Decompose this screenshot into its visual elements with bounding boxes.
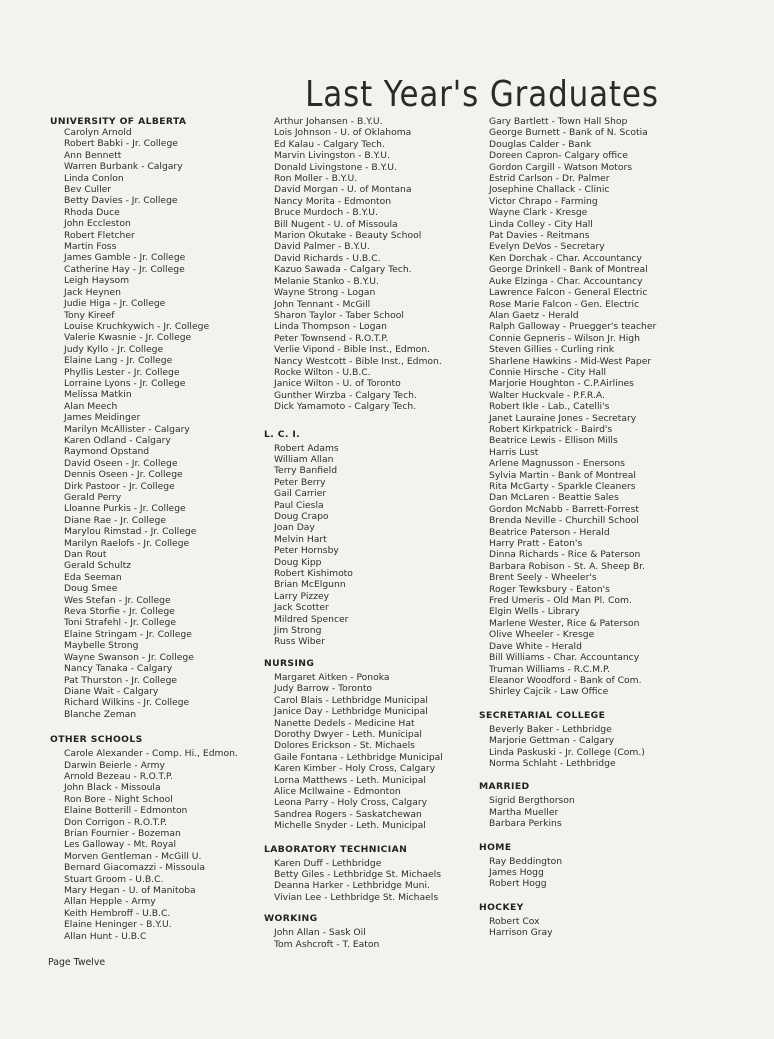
graduate-entry: Leigh Haysom [64, 275, 130, 287]
graduate-entry: Brian Fournier - Bozeman [64, 827, 181, 839]
graduate-entry: Reva Storfie - Jr. College [64, 606, 175, 618]
graduate-entry: George Burnett - Bank of N. Scotia [489, 127, 648, 139]
graduate-entry: Stuart Groom - U.B.C. [64, 873, 164, 885]
graduate-entry: Evelyn DeVos - Secretary [489, 241, 605, 253]
graduate-entry: John Black - Missoula [64, 782, 161, 794]
graduate-entry: David Palmer - B.Y.U. [274, 241, 370, 253]
heading-secretarial-college: SECRETARIAL COLLEGE [479, 709, 606, 721]
graduate-entry: James Hogg [489, 866, 544, 878]
graduate-entry: Toni Strafehl - Jr. College [64, 617, 176, 629]
graduate-entry: Bill Nugent - U. of Missoula [274, 218, 398, 230]
graduate-entry: Gordon Cargill - Watson Motors [489, 161, 633, 173]
graduate-entry: Doreen Capron- Calgary office [489, 150, 628, 162]
graduate-entry: Mary Hegan - U. of Manitoba [64, 885, 196, 896]
list-hockey [479, 916, 694, 939]
graduate-entry: Dick Yamamoto - Calgary Tech. [274, 401, 417, 413]
list-secretarial-college [479, 724, 694, 770]
graduate-entry: Walter Huckvale - P.F.R.A. [489, 389, 605, 401]
graduate-entry: Peter Berry [274, 476, 326, 488]
graduate-entry: Tom Ashcroft - T. Eaton [274, 938, 380, 950]
graduate-entry: Betty Giles - Lethbridge St. Michaels [274, 868, 442, 880]
graduate-entry: Brent Seely - Wheeler's [489, 572, 597, 584]
graduate-entry: Sharlene Hawkins - Mid-West Paper [489, 355, 652, 367]
graduate-entry: Robert Cox [489, 915, 540, 927]
graduate-entry: Arthur Johansen - B.Y.U. [274, 116, 383, 127]
graduate-entry: Ron Moller - B.Y.U. [274, 173, 358, 185]
graduate-entry: Steven Gillies - Curling rink [489, 344, 615, 356]
list-working [264, 927, 479, 950]
graduate-entry: Ralph Galloway - Pruegger's teacher [489, 321, 657, 333]
graduate-entry: Melanie Stanko - B.Y.U. [274, 275, 379, 287]
graduate-entry: Terry Banfield [274, 465, 338, 477]
graduate-entry: Lois Johnson - U. of Oklahoma [274, 127, 412, 139]
graduate-entry: Judie Higa - Jr. College [64, 298, 166, 310]
graduate-entry: Carolyn Arnold [64, 127, 132, 138]
graduate-entry: Bruce Murdoch - B.Y.U. [274, 207, 378, 219]
graduate-entry: Dennis Oseen - Jr. College [64, 469, 183, 481]
graduate-entry: Doug Kipp [274, 556, 322, 568]
graduate-entry: Ron Bore - Night School [64, 793, 173, 805]
graduate-entry: Jim Strong [274, 625, 322, 637]
graduate-entry: Pat Thurston - Jr. College [64, 674, 178, 686]
heading-university-of-alberta: UNIVERSITY OF ALBERTA [50, 116, 187, 127]
page-title: Last Year's Graduates [305, 74, 659, 115]
graduate-entry: Karen Kimber - Holy Cross, Calgary [274, 763, 436, 775]
graduate-entry: Harrison Gray [489, 927, 553, 939]
graduate-entry: Linda Thompson - Logan [274, 321, 387, 333]
graduate-entry: Marilyn Raelofs - Jr. College [64, 537, 190, 549]
graduate-entry: Warren Burbank - Calgary [64, 161, 183, 173]
graduate-entry: Dave White - Herald [489, 640, 582, 652]
graduate-entry: Barbara Perkins [489, 818, 562, 830]
graduate-entry: Betty Davies - Jr. College [64, 195, 178, 207]
graduate-entry: Shirley Cajcik - Law Office [489, 686, 609, 698]
graduate-entry: Rose Marie Falcon - Gen. Electric [489, 298, 640, 310]
graduate-entry: Dan Rout [64, 549, 107, 561]
graduate-entry: Allan Hepple - Army [64, 896, 156, 908]
graduate-entry: Gail Carrier [274, 488, 327, 500]
heading-nursing: NURSING [264, 657, 315, 669]
graduate-entry: Barbara Robison - St. A. Sheep Br. [489, 560, 645, 572]
graduate-entry: Raymond Opstand [64, 446, 150, 458]
graduate-entry: Maybelle Strong [64, 640, 139, 652]
graduate-entry: Beatrice Lewis - Ellison Mills [489, 435, 618, 447]
graduate-entry: Beatrice Paterson - Herald [489, 526, 610, 538]
heading-home: HOME [479, 841, 512, 853]
graduate-entry: David Richards - U.B.C. [274, 252, 381, 264]
graduate-entry: Victor Chrapo - Farming [489, 195, 598, 207]
graduate-entry: Alice McIlwaine - Edmonton [274, 785, 401, 797]
graduate-entry: Robert Fletcher [64, 229, 135, 241]
list-married [479, 795, 694, 829]
column-middle [264, 116, 479, 950]
graduate-entry: Doug Smee [64, 583, 118, 595]
graduate-entry: Karen Duff - Lethbridge [274, 857, 382, 869]
graduate-entry: Diane Wait - Calgary [64, 685, 159, 697]
graduate-entry: Rocke Wilton - U.B.C. [274, 366, 371, 378]
graduate-entry: Deanna Harker - Lethbridge Muni. [274, 880, 430, 892]
graduate-entry: David Oseen - Jr. College [64, 457, 178, 469]
graduate-entry: Nanette Dedels - Medicine Hat [274, 717, 415, 729]
graduate-entry: Roger Tewksbury - Eaton's [489, 583, 610, 595]
graduate-entry: Larry Pizzey [274, 590, 330, 602]
list-other-schools-continued [264, 116, 479, 413]
graduate-entry: Verlie Vipond - Bible Inst., Edmon. [274, 344, 431, 356]
graduate-entry: Elaine Botterill - Edmonton [64, 805, 188, 817]
graduate-entry: Elgin Wells - Library [489, 606, 580, 618]
graduate-entry: Keith Hembroff - U.B.C. [64, 907, 171, 919]
graduate-entry: Brenda Neville - Churchill School [489, 515, 639, 527]
graduate-entry: Gordon McNabb - Barrett-Forrest [489, 503, 639, 515]
graduate-entry: Carol Blais - Lethbridge Municipal [274, 694, 428, 706]
heading-other-schools: OTHER SCHOOLS [50, 734, 143, 746]
graduate-entry: George Drinkell - Bank of Montreal [489, 264, 648, 276]
graduate-entry: Tony Kireef [64, 309, 115, 321]
graduate-entry: Dan McLaren - Beattie Sales [489, 492, 619, 504]
graduate-entry: Arnold Bezeau - R.O.T.P. [64, 770, 173, 782]
graduate-entry: Janice Wilton - U. of Toronto [274, 378, 401, 390]
graduate-entry: Morven Gentleman - McGill U. [64, 850, 202, 862]
graduate-entry: Dinna Richards - Rice & Paterson [489, 549, 641, 561]
list-lci [264, 443, 479, 648]
list-home [479, 856, 694, 890]
graduate-entry: Pat Davies - Reitmans [489, 230, 590, 242]
graduate-entry: John Eccleston [64, 218, 131, 230]
graduate-entry: Nancy Tanaka - Calgary [64, 663, 173, 675]
graduate-entry: John Tennant - McGill [274, 298, 371, 310]
graduate-entry: James Gamble - Jr. College [64, 252, 186, 264]
graduate-entry: Martha Mueller [489, 806, 559, 818]
column-left [50, 116, 265, 942]
graduate-entry: Valerie Kwasnie - Jr. College [64, 332, 192, 344]
graduate-entry: Phyllis Lester - Jr. College [64, 366, 180, 378]
graduate-entry: Margaret Aitken - Ponoka [274, 671, 390, 683]
graduate-entry: Marjorie Houghton - C.P.Airlines [489, 378, 634, 390]
graduate-entry: Ken Dorchak - Char. Accountancy [489, 252, 642, 264]
column-right [479, 116, 694, 939]
heading-laboratory-technician: LABORATORY TECHNICIAN [264, 843, 408, 855]
graduate-entry: Doug Crapo [274, 511, 329, 522]
graduate-entry: Marilyn McAllister - Calgary [64, 423, 190, 435]
graduate-entry: Harris Lust [489, 446, 539, 458]
graduate-entry: Bernard Giacomazzi - Missoula [64, 862, 205, 874]
graduate-entry: Sharon Taylor - Taber School [274, 309, 404, 321]
graduate-entry: Robert Kirkpatrick - Baird's [489, 423, 613, 435]
graduate-entry: Marlene Wester, Rice & Paterson [489, 617, 640, 629]
graduate-entry: Blanche Zeman [64, 708, 137, 720]
graduate-entry: Peter Hornsby [274, 545, 339, 557]
graduate-entry: Linda Paskuski - Jr. College (Com.) [489, 746, 645, 758]
graduate-entry: Marvin Livingston - B.Y.U. [274, 150, 390, 162]
graduate-entry: Richard Wilkins - Jr. College [64, 697, 190, 709]
graduate-entry: William Allan [274, 453, 334, 465]
graduate-entry: Melissa Matkin [64, 389, 132, 401]
graduate-entry: Louise Kruchkywich - Jr. College [64, 320, 210, 332]
graduate-entry: Elaine Heninger - B.Y.U. [64, 919, 172, 931]
graduate-entry: Wes Stefan - Jr. College [64, 594, 171, 606]
graduate-entry: Robert Adams [274, 442, 339, 454]
graduate-entry: Nancy Morita - Edmonton [274, 195, 392, 207]
graduate-entry: Wayne Strong - Logan [274, 287, 376, 299]
graduate-entry: Dirk Pastoor - Jr. College [64, 480, 175, 492]
graduate-entry: Gaile Fontana - Lethbridge Municipal [274, 751, 443, 763]
graduate-entry: Marylou Rimstad - Jr. College [64, 526, 197, 538]
graduate-entry: Gary Bartlett - Town Hall Shop [489, 116, 628, 127]
graduate-entry: Judy Kyllo - Jr. College [64, 343, 164, 355]
graduate-entry: Gunther Wirzba - Calgary Tech. [274, 389, 417, 401]
graduate-entry: James Meidinger [64, 412, 141, 424]
graduate-entry: Paul Ciesla [274, 499, 324, 511]
graduate-entry: Elaine Stringam - Jr. College [64, 628, 192, 640]
graduate-entry: Carole Alexander - Comp. Hi., Edmon. [64, 748, 238, 760]
graduate-entry: Marjorie Gettman - Calgary [489, 735, 615, 747]
graduate-entry: Fred Umeris - Old Man Pl. Com. [489, 595, 632, 607]
graduate-entry: Harry Pratt - Eaton's [489, 538, 583, 550]
graduate-entry: Lawrence Falcon - General Electric [489, 287, 648, 299]
graduate-entry: Darwin Beierle - Army [64, 759, 165, 771]
graduate-entry: Jack Scotter [274, 602, 329, 614]
graduate-entry: Sigrid Bergthorson [489, 795, 575, 807]
heading-hockey: HOCKEY [479, 901, 524, 913]
graduate-entry: Rhoda Duce [64, 206, 120, 218]
list-university-of-alberta [50, 127, 265, 720]
graduate-entry: Ed Kalau - Calgary Tech. [274, 138, 385, 150]
graduate-entry: Wayne Swanson - Jr. College [64, 651, 194, 663]
graduate-entry: Beverly Baker - Lethbridge [489, 723, 612, 735]
graduate-entry: Wayne Clark - Kresge [489, 207, 588, 219]
heading-lci: L. C. I. [264, 428, 301, 440]
graduate-entry: John Allan - Sask Oil [274, 927, 366, 939]
graduate-entry: Robert Hogg [489, 878, 547, 890]
graduate-entry: Nancy Westcott - Bible Inst., Edmon. [274, 355, 442, 367]
graduate-entry: Dorothy Dwyer - Leth. Municipal [274, 728, 422, 740]
graduate-entry: Lloanne Purkis - Jr. College [64, 503, 186, 515]
graduate-entry: Les Galloway - Mt. Royal [64, 839, 177, 851]
graduate-entry: Eleanor Woodford - Bank of Com. [489, 674, 642, 686]
graduate-entry: Russ Wiber [274, 636, 325, 648]
page-number: Page Twelve [48, 957, 106, 968]
graduate-entry: Judy Barrow - Toronto [274, 683, 373, 695]
list-other-schools [50, 748, 265, 942]
graduate-entry: Elaine Lang - Jr. College [64, 355, 173, 367]
graduate-entry: Eda Seeman [64, 571, 122, 583]
graduate-entry: Vivian Lee - Lethbridge St. Michaels [274, 891, 439, 903]
graduate-entry: Melvin Hart [274, 533, 327, 545]
heading-married: MARRIED [479, 781, 530, 793]
graduate-entry: Lorna Matthews - Leth. Municipal [274, 774, 426, 786]
graduate-entry: Dolores Erickson - St. Michaels [274, 740, 415, 752]
graduate-entry: Truman Williams - R.C.M.P. [489, 663, 610, 675]
graduate-entry: Robert Ikle - Lab., Catelli's [489, 401, 610, 413]
graduate-entry: Bill Williams - Char. Accountancy [489, 652, 640, 664]
graduate-entry: Joan Day [274, 522, 315, 534]
graduate-entry: Arlene Magnusson - Enersons [489, 458, 625, 470]
graduate-entry: Douglas Calder - Bank [489, 138, 592, 150]
graduate-entry: Donald Livingstone - B.Y.U. [274, 161, 397, 173]
graduate-entry: Josephine Challack - Clinic [489, 184, 610, 196]
graduate-entry: David Morgan - U. of Montana [274, 184, 412, 196]
graduate-entry: Ann Bennett [64, 149, 122, 161]
graduate-entry: Gerald Perry [64, 492, 122, 503]
graduate-entry: Estrid Carlson - Dr. Palmer [489, 173, 610, 185]
graduate-entry: Janet Lauraine Jones - Secretary [489, 412, 637, 424]
graduate-entry: Alan Gaetz - Herald [489, 309, 579, 321]
list-laboratory-technician [264, 858, 479, 904]
graduate-entry: Lorraine Lyons - Jr. College [64, 377, 186, 389]
graduate-entry: Martin Foss [64, 241, 117, 253]
graduate-entry: Mildred Spencer [274, 613, 349, 625]
graduate-entry: Linda Conlon [64, 172, 124, 184]
graduate-entry: Robert Kishimoto [274, 568, 353, 580]
graduate-entry: Michelle Snyder - Leth. Municipal [274, 820, 426, 832]
graduate-entry: Don Corrigon - R.O.T.P. [64, 816, 168, 828]
graduate-entry: Gerald Schultz [64, 560, 131, 572]
heading-working: WORKING [264, 913, 318, 925]
graduate-entry: Janice Day - Lethbridge Municipal [274, 706, 428, 718]
graduate-entry: Robert Babki - Jr. College [64, 138, 178, 150]
graduate-entry: Connie Gepneris - Wilson Jr. High [489, 332, 640, 344]
list-working-continued [479, 116, 694, 698]
graduate-entry: Peter Townsend - R.O.T.P. [274, 332, 389, 344]
graduate-entry: Allan Hunt - U.B.C [64, 930, 147, 942]
graduate-entry: Rita McGarty - Sparkle Cleaners [489, 481, 636, 492]
graduate-entry: Auke Elzinga - Char. Accountancy [489, 275, 643, 287]
graduate-entry: Diane Rae - Jr. College [64, 514, 167, 526]
graduate-entry: Kazuo Sawada - Calgary Tech. [274, 264, 412, 276]
graduate-entry: Karen Odland - Calgary [64, 434, 171, 446]
graduate-entry: Jack Heynen [64, 286, 121, 298]
graduate-entry: Olive Wheeler - Kresge [489, 629, 595, 641]
graduate-entry: Marion Okutake - Beauty School [274, 230, 422, 242]
graduate-entry: Catherine Hay - Jr. College [64, 263, 185, 275]
graduate-entry: Linda Colley - City Hall [489, 218, 593, 230]
graduate-entry: Sylvia Martin - Bank of Montreal [489, 469, 636, 481]
list-nursing [264, 672, 479, 832]
graduate-entry: Connie Hirsche - City Hall [489, 366, 607, 378]
graduate-entry: Sandrea Rogers - Saskatchewan [274, 808, 422, 820]
graduate-entry: Leona Parry - Holy Cross, Calgary [274, 797, 428, 809]
graduate-entry: Ray Beddington [489, 855, 563, 867]
graduate-entry: Norma Schlaht - Lethbridge [489, 757, 616, 769]
graduate-entry: Bev Culler [64, 184, 112, 196]
graduate-entry: Alan Meech [64, 400, 118, 412]
graduate-entry: Brian McElgunn [274, 579, 346, 591]
